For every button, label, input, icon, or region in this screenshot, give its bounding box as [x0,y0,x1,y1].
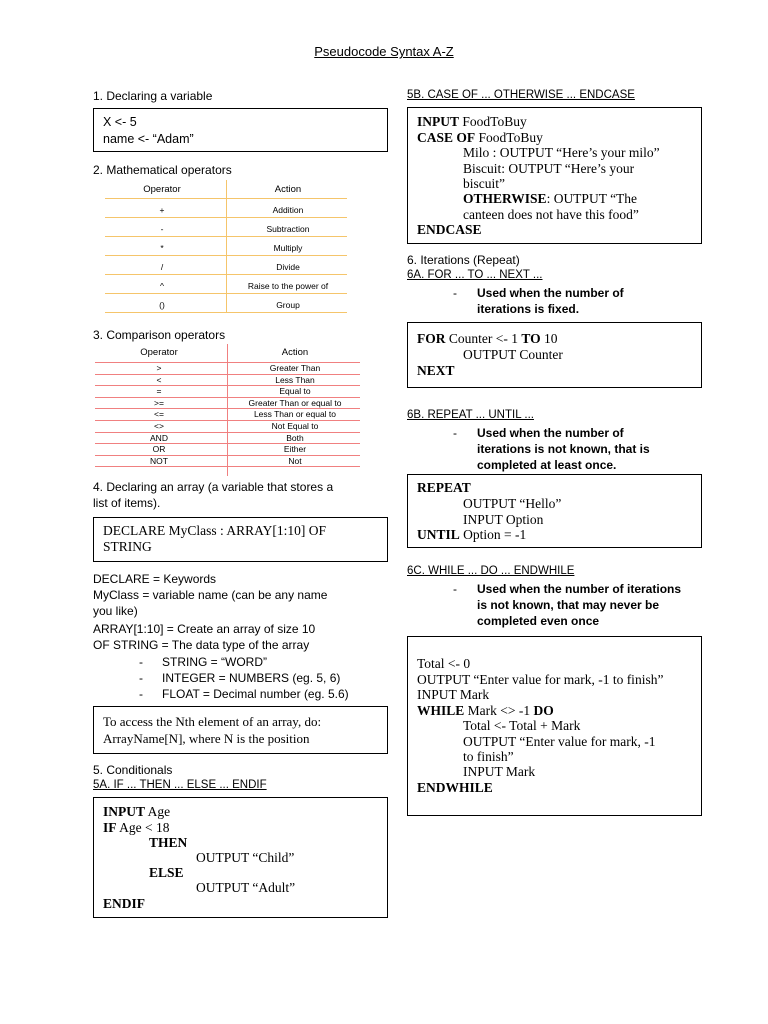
table-operator: <= [154,409,164,420]
code-text: Milo : OUTPUT “Here’s your milo” [463,145,660,160]
table-operator: < [156,374,162,385]
keyword: TO [521,331,541,346]
section-4-heading: 4. Declaring an array (a variable that stores a [93,480,334,494]
table-rule [105,198,347,199]
table-rule [105,293,347,294]
array-declare-box [93,517,388,562]
table-operator: OR [152,444,166,455]
keyword: WHILE [417,703,465,718]
keyword: THEN [149,835,188,850]
code-text: OUTPUT “Adult” [196,880,296,895]
table-rule [105,274,347,275]
table-action: Addition [272,205,304,215]
table-operator: <> [154,421,164,431]
keyword: INPUT [417,114,460,129]
page-title: Pseudocode Syntax A-Z [314,44,454,59]
bullet-text: Used when the number of iterations is fixed. [477,286,624,316]
keyword: OTHERWISE [463,191,547,206]
code-line: name <- “Adam” [103,132,194,146]
code-text: Total <- 0 [417,656,471,671]
keyword: CASE OF [417,130,476,145]
table-action: Greater Than [269,363,321,373]
code-text: OUTPUT “Hello” [463,496,562,511]
table-rule [105,236,347,237]
section-5a-heading: 5A. IF ... THEN ... ELSE ... ENDIF [93,779,267,791]
section-4-heading-cont: list of items). [93,496,161,510]
code-text: to finish” [463,749,514,764]
bullet-6b [453,425,703,473]
code-line: X <- 5 [103,115,137,129]
note-line: you like) [93,604,138,618]
table-action: Equal to [279,386,311,397]
code-text: INPUT Option [463,512,544,527]
code-text: Biscuit: OUTPUT “Here’s your [463,161,635,176]
table-operator: / [160,262,164,272]
code-text: canteen does not have this food” [463,207,639,222]
comparison-operators-table [95,344,360,476]
table-operator: - [160,224,164,234]
table-rule [95,466,360,467]
access-line: To access the Nth element of an array, do: [103,714,322,729]
code-line: STRING [103,539,152,554]
section-5b-heading: 5B. CASE OF ... OTHERWISE ... ENDCASE [407,89,635,101]
table-action: Greater Than or equal to [248,397,342,408]
section-3-heading: 3. Comparison operators [93,328,226,342]
code-text: OUTPUT Counter [463,347,563,362]
code-text: 10 [540,331,558,346]
table-operator: + [159,205,165,215]
table-header-action: Action [274,184,302,195]
section-1-heading: 1. Declaring a variable [93,89,213,103]
table-action: Raise to the power of [247,281,329,291]
bullet-text: Used when the number of iterations is not known, that is completed at least once. [477,426,650,472]
table-action: Either [283,444,307,455]
code-text: biscuit” [463,176,505,191]
variable-code-box [93,108,388,152]
section-2-heading: 2. Mathematical operators [93,163,232,177]
keyword: REPEAT [417,480,471,495]
section-6c-heading: 6C. WHILE ... DO ... ENDWHILE [407,565,575,577]
code-text: INPUT Mark [417,687,490,702]
bullet-dash: - [453,426,457,440]
note-line: MyClass = variable name (can be any name [93,588,328,602]
table-action: Less Than or equal to [253,409,337,420]
table-action: Divide [276,262,300,272]
keyword: ENDCASE [417,222,482,237]
code-text: OUTPUT “Enter value for mark, -1 to finish” [417,672,664,687]
section-6-heading: 6. Iterations (Repeat) [407,253,520,267]
code-text: Counter <- 1 [445,331,522,346]
bullet-dash: - [139,671,143,685]
table-action: Multiply [273,243,303,253]
table-operator: NOT [150,455,168,466]
keyword: FOR [417,331,446,346]
table-operator: * [160,243,164,253]
bullet-6a [453,285,703,317]
keyword: ENDWHILE [417,780,493,795]
section-6b-heading: 6B. REPEAT ... UNTIL ... [407,409,534,421]
code-text: Option = -1 [459,527,527,542]
keyword: ELSE [149,865,184,880]
type-line: STRING = “WORD” [162,655,267,669]
note-line: ARRAY[1:10] = Create an array of size 10 [93,622,316,636]
code-line: DECLARE MyClass : ARRAY[1:10] OF [103,523,327,538]
bullet-dash: - [139,655,143,669]
table-operator: = [156,386,162,397]
type-line: INTEGER = NUMBERS (eg. 5, 6) [162,671,341,685]
table-header-operator: Operator [140,347,178,358]
table-action: Not [288,455,302,466]
bullet-dash: - [453,582,457,596]
table-rule [105,312,347,313]
table-operator: > [156,363,162,373]
table-header-operator: Operator [143,184,181,195]
note-line: OF STRING = The data type of the array [93,638,310,652]
table-operator: ^ [160,281,164,291]
bullet-6c [453,581,703,629]
code-text: OUTPUT “Enter value for mark, -1 [463,734,656,749]
if-code-box [93,797,388,918]
keyword: NEXT [417,363,455,378]
keyword: DO [533,703,554,718]
section-5-heading: 5. Conditionals [93,763,173,777]
code-text: Age < 18 [116,820,170,835]
table-action: Less Than [275,374,315,385]
while-code-box [407,636,702,816]
table-action: Group [276,300,300,310]
code-text: INPUT Mark [463,764,536,779]
bullet-dash: - [139,687,143,701]
code-text: FoodToBuy [475,130,543,145]
code-text: Mark <> -1 [464,703,534,718]
keyword: INPUT [103,804,146,819]
table-action: Not Equal to [271,421,319,431]
table-action: Subtraction [266,224,310,234]
table-operator: () [159,300,165,310]
repeat-code-box [407,474,702,548]
code-text: : OUTPUT “The [546,191,638,206]
type-line: FLOAT = Decimal number (eg. 5.6) [162,687,349,701]
code-text: FoodToBuy [459,114,527,129]
note-line: DECLARE = Keywords [93,572,217,586]
table-action: Both [286,432,304,443]
bullet-text: Used when the number of iterations is not known, that may never be completed even once [477,582,682,628]
section-6a-heading: 6A. FOR ... TO ... NEXT ... [407,269,543,281]
table-operator: >= [154,397,164,408]
keyword: ENDIF [103,896,146,911]
code-text: Age [145,804,171,819]
array-access-box [93,706,388,754]
table-rule [105,255,347,256]
table-header-action: Action [281,347,309,358]
access-line: ArrayName[N], where N is the position [103,731,310,746]
code-text: OUTPUT “Child” [196,850,295,865]
code-text: Total <- Total + Mark [463,718,581,733]
table-rule [105,217,347,218]
math-operators-table [105,180,347,312]
case-code-box [407,107,702,244]
table-operator: AND [150,432,168,443]
bullet-dash: - [453,286,457,300]
for-code-box [407,322,702,388]
keyword: IF [103,820,117,835]
keyword: UNTIL [417,527,460,542]
